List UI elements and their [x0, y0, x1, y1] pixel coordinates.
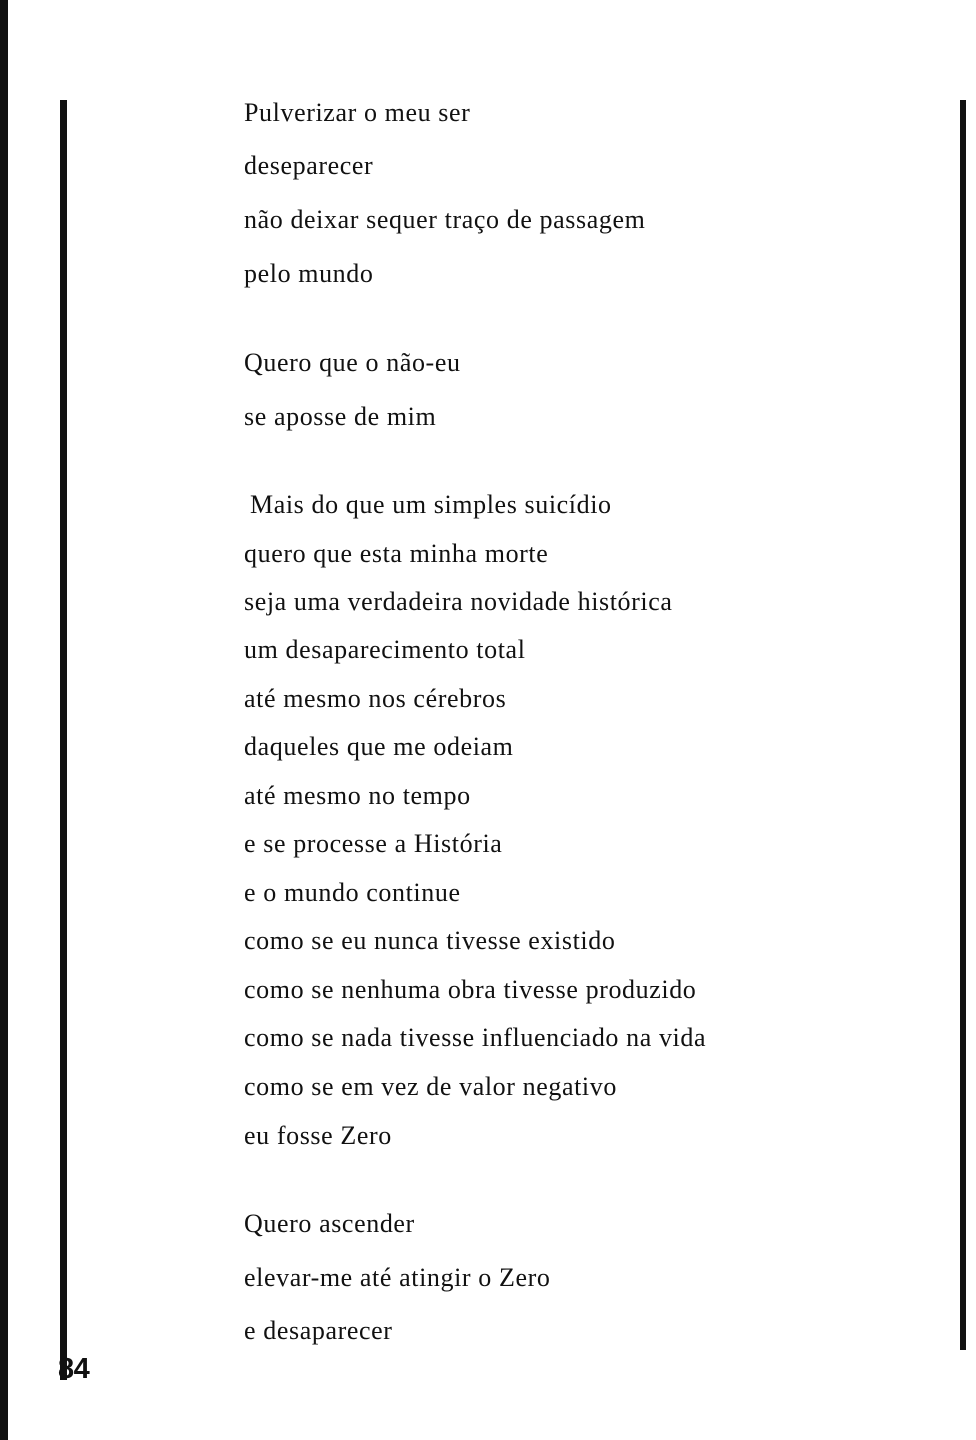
poem-line: Quero ascender: [244, 1209, 415, 1238]
poem-line: Quero que o não-eu: [244, 348, 461, 377]
right-margin-rule: [960, 100, 966, 1350]
left-margin-rule: [60, 100, 67, 1380]
poem-line: Pulverizar o meu ser: [244, 98, 471, 127]
poem-line: como se em vez de valor negativo: [244, 1072, 617, 1101]
poem-line: elevar-me até atingir o Zero: [244, 1263, 551, 1292]
poem-line: como se eu nunca tivesse existido: [244, 926, 616, 955]
poem-line: até mesmo no tempo: [244, 781, 471, 810]
page-edge-rule: [0, 0, 8, 1440]
poem-line: seja uma verdadeira novidade histórica: [244, 587, 673, 616]
poem-line: deseparecer: [244, 151, 374, 180]
poem-line: não deixar sequer traço de passagem: [244, 205, 646, 234]
poem-line: eu fosse Zero: [244, 1121, 392, 1150]
poem-line: um desaparecimento total: [244, 635, 526, 664]
poem-line: como se nenhuma obra tivesse produzido: [244, 975, 697, 1004]
poem-line: se aposse de mim: [244, 402, 437, 431]
poem-line: e desaparecer: [244, 1316, 393, 1345]
page-number: 84: [58, 1353, 90, 1385]
poem-line: quero que esta minha morte: [244, 539, 549, 568]
poem-line: daqueles que me odeiam: [244, 732, 514, 761]
poem-line: Mais do que um simples suicídio: [250, 490, 612, 519]
poem-line: até mesmo nos cérebros: [244, 684, 507, 713]
poem-line: e se processe a História: [244, 829, 503, 858]
poem-line: e o mundo continue: [244, 878, 461, 907]
poem-line: como se nada tivesse influenciado na vida: [244, 1023, 707, 1052]
poem-line: pelo mundo: [244, 259, 374, 288]
